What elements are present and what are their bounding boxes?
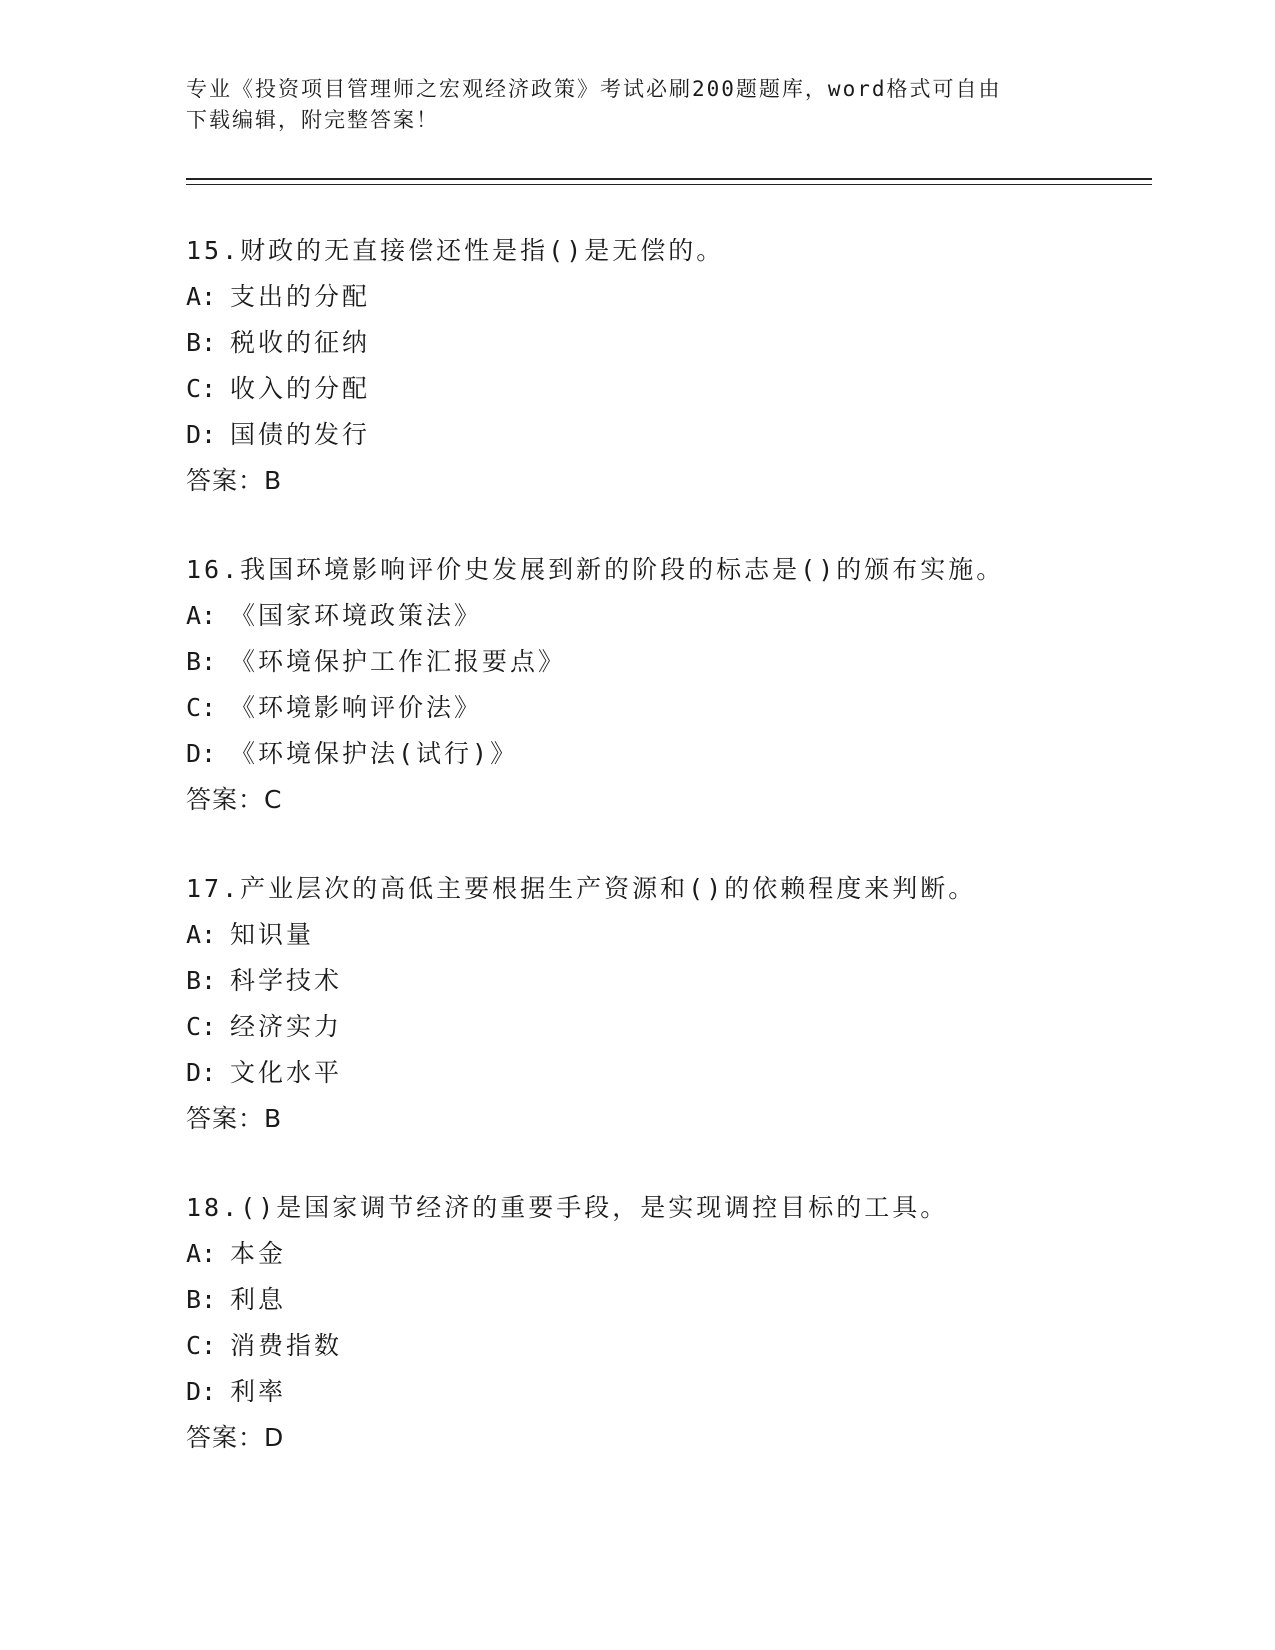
option-letter: C: xyxy=(186,374,217,403)
option-letter: B: xyxy=(186,966,217,995)
option-text: 《环境影响评价法》 xyxy=(230,693,483,722)
option-text: 《国家环境政策法》 xyxy=(230,601,483,630)
option-text: 利率 xyxy=(230,1377,287,1406)
question-stem: 16.我国环境影响评价史发展到新的阶段的标志是()的颁布实施。 xyxy=(186,555,1005,584)
option-a xyxy=(186,274,1146,320)
option-letter: C: xyxy=(186,1012,217,1041)
option-letter: B: xyxy=(186,647,217,676)
question-stem: 17.产业层次的高低主要根据生产资源和()的依赖程度来判断。 xyxy=(186,874,977,903)
option-text: 经济实力 xyxy=(230,1012,343,1041)
header-divider-thin xyxy=(186,184,1152,185)
header-line-2: 下载编辑，附完整答案！ xyxy=(186,108,439,132)
question-stem: 15.财政的无直接偿还性是指()是无偿的。 xyxy=(186,236,725,265)
option-letter: D: xyxy=(186,420,217,449)
option-text: 利息 xyxy=(230,1285,287,1314)
option-text: 知识量 xyxy=(230,920,315,949)
option-d xyxy=(186,1369,1146,1415)
option-letter: D: xyxy=(186,1377,217,1406)
option-b xyxy=(186,639,1146,685)
option-a xyxy=(186,912,1146,958)
question-stem: 18.()是国家调节经济的重要手段，是实现调控目标的工具。 xyxy=(186,1193,949,1222)
answer-line: 答案：B xyxy=(186,466,283,495)
option-d xyxy=(186,412,1146,458)
option-text: 文化水平 xyxy=(230,1058,343,1087)
option-c xyxy=(186,1323,1146,1369)
question-block-15 xyxy=(186,228,1146,504)
option-c xyxy=(186,685,1146,731)
option-text: 收入的分配 xyxy=(230,374,371,403)
document-header xyxy=(186,74,1086,136)
question-block-16 xyxy=(186,547,1146,823)
option-a xyxy=(186,593,1146,639)
option-letter: A: xyxy=(186,282,217,311)
option-letter: A: xyxy=(186,1239,217,1268)
header-divider-thick xyxy=(186,178,1152,180)
option-d xyxy=(186,1050,1146,1096)
answer-line: 答案：B xyxy=(186,1104,283,1133)
option-letter: B: xyxy=(186,328,217,357)
option-text: 支出的分配 xyxy=(230,282,371,311)
header-line-1: 专业《投资项目管理师之宏观经济政策》考试必刷200题题库，word格式可自由 xyxy=(186,77,1002,101)
answer-line: 答案：C xyxy=(186,785,283,814)
option-text: 本金 xyxy=(230,1239,287,1268)
question-block-18 xyxy=(186,1185,1146,1461)
option-text: 消费指数 xyxy=(230,1331,343,1360)
option-b xyxy=(186,1277,1146,1323)
option-b xyxy=(186,320,1146,366)
answer-line: 答案：D xyxy=(186,1423,285,1452)
option-letter: D: xyxy=(186,1058,217,1087)
option-text: 税收的征纳 xyxy=(230,328,371,357)
option-letter: B: xyxy=(186,1285,217,1314)
option-text: 国债的发行 xyxy=(230,420,371,449)
option-letter: D: xyxy=(186,739,217,768)
option-text: 《环境保护工作汇报要点》 xyxy=(230,647,567,676)
option-d xyxy=(186,731,1146,777)
option-c xyxy=(186,366,1146,412)
option-letter: A: xyxy=(186,601,217,630)
option-letter: C: xyxy=(186,693,217,722)
option-letter: A: xyxy=(186,920,217,949)
option-a xyxy=(186,1231,1146,1277)
option-c xyxy=(186,1004,1146,1050)
option-text: 《环境保护法(试行)》 xyxy=(230,739,519,768)
question-block-17 xyxy=(186,866,1146,1142)
option-letter: C: xyxy=(186,1331,217,1360)
option-text: 科学技术 xyxy=(230,966,343,995)
option-b xyxy=(186,958,1146,1004)
